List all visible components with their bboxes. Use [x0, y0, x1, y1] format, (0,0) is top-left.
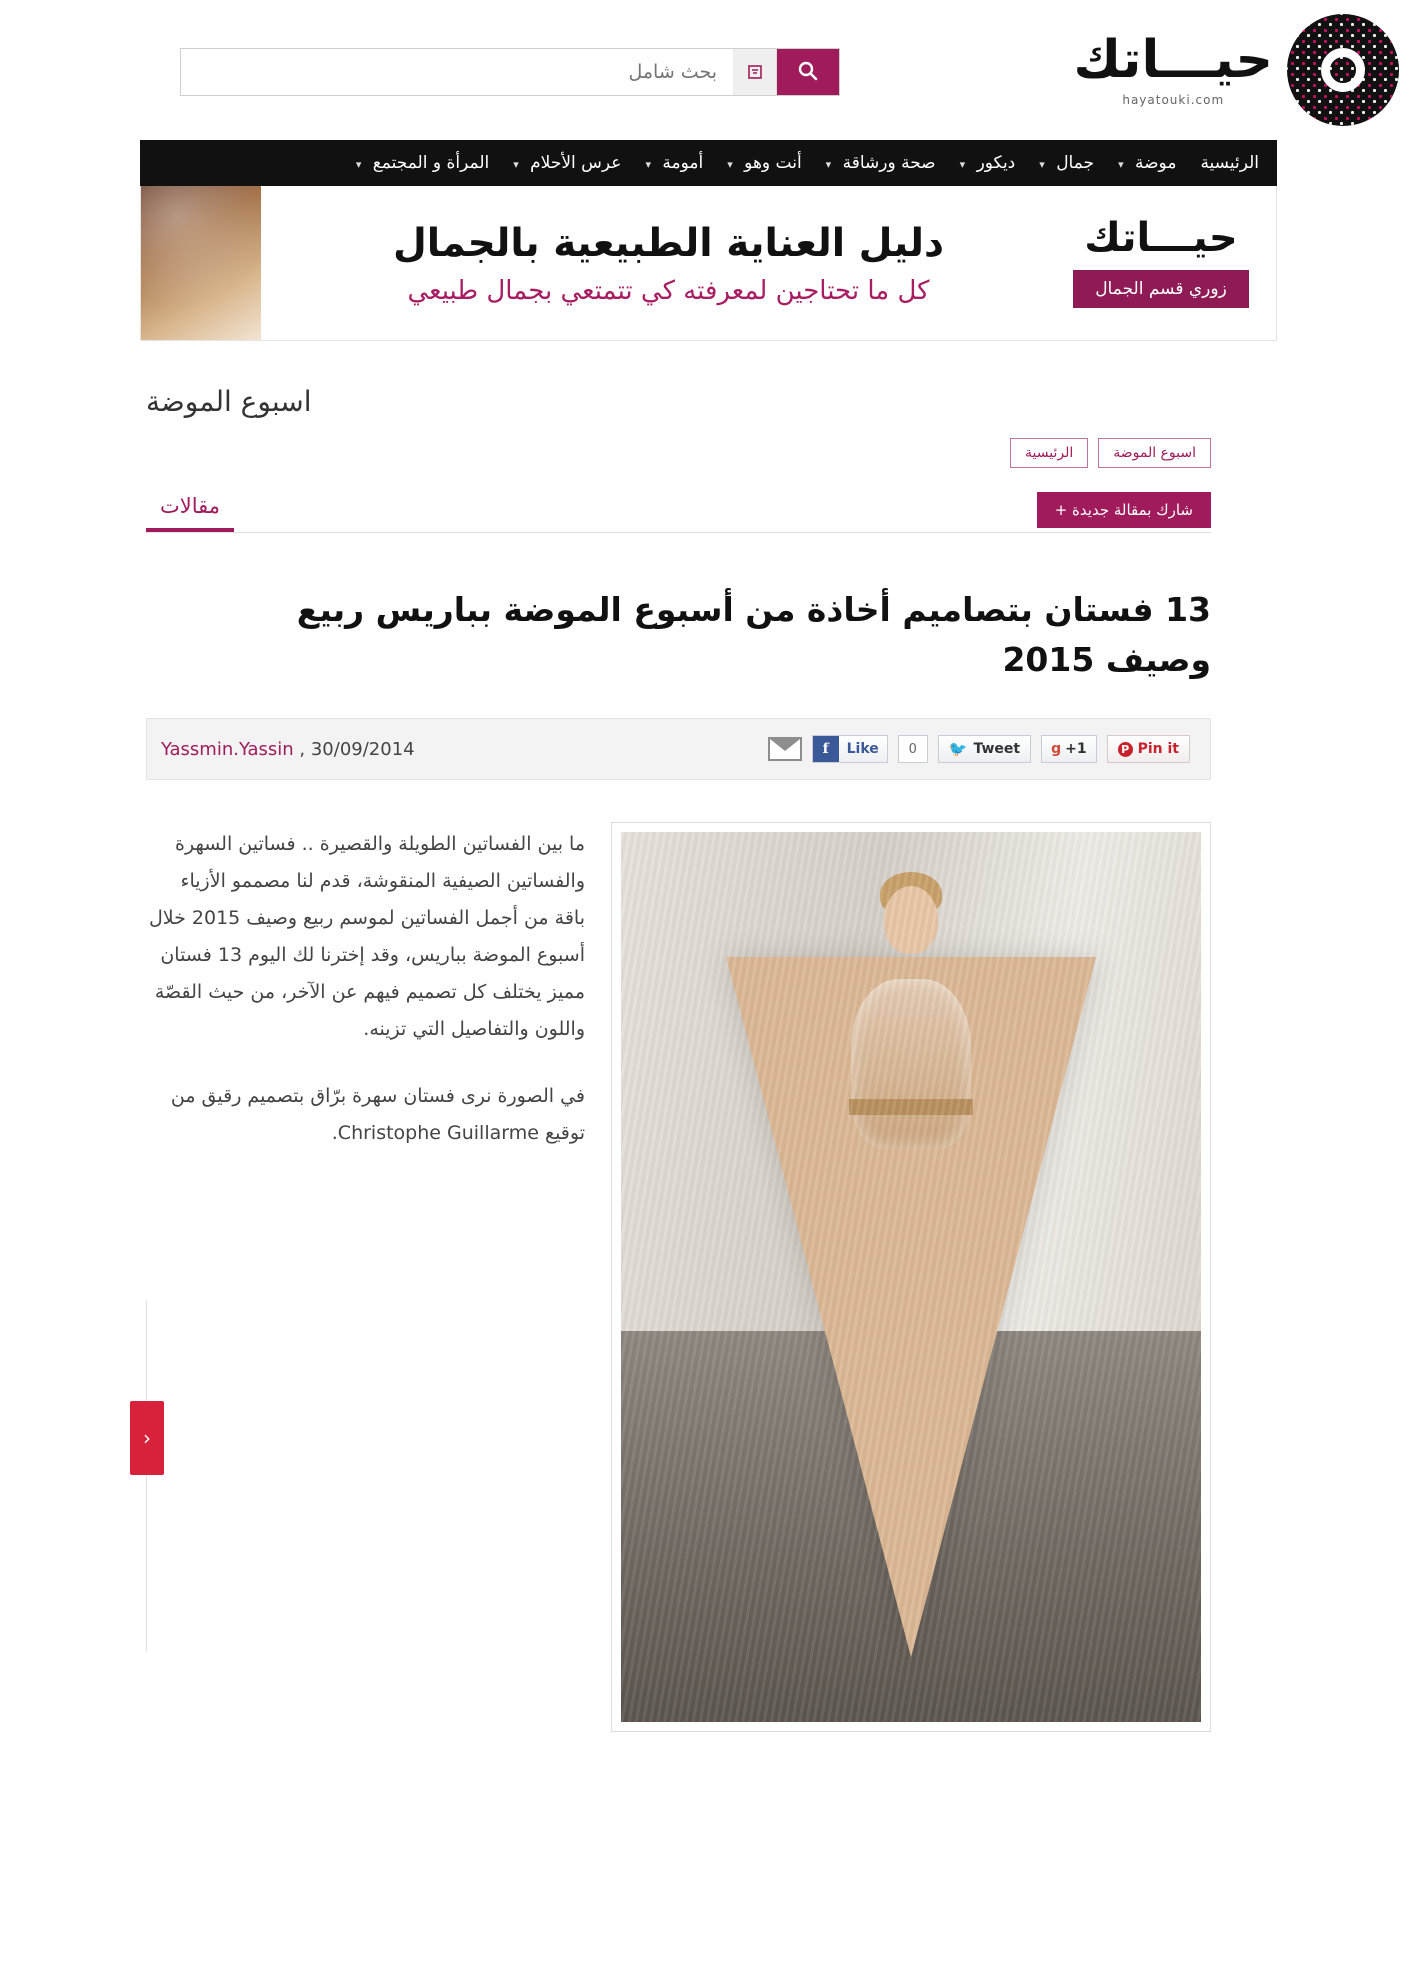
chevron-down-icon: ▾ [355, 158, 362, 171]
pinterest-icon: P [1118, 742, 1133, 757]
filter-icon[interactable] [733, 49, 777, 95]
search-button[interactable] [777, 49, 839, 95]
social-share-group[interactable] [768, 735, 1190, 763]
left-divider [146, 1301, 147, 1651]
article-figure [611, 822, 1211, 1732]
nav-label-8: المرأة و المجتمع [372, 153, 490, 173]
brand-arabic: حيـــاتك [1073, 30, 1273, 90]
twitter-tweet-button[interactable] [938, 735, 1031, 763]
tabs-divider [146, 532, 1211, 533]
meta-separator: , [293, 738, 311, 760]
search-icon [797, 60, 819, 85]
chevron-down-icon: ▾ [959, 158, 966, 171]
facebook-like-count: 0 [898, 735, 928, 763]
brand-domain: hayatouki.com [1122, 93, 1225, 107]
nav-item-1[interactable] [1106, 140, 1188, 186]
nav-item-3[interactable] [948, 140, 1028, 186]
banner-cta-button[interactable]: زوري قسم الجمال [1073, 270, 1249, 308]
facebook-like-button[interactable] [812, 735, 888, 763]
twitter-icon: 🐦 [948, 740, 968, 759]
chevron-down-icon: ▾ [1118, 158, 1124, 171]
nav-label-6: أمومة [662, 153, 704, 173]
nav-label-1: موضة [1135, 153, 1177, 173]
article-toolbar [140, 468, 1277, 532]
nav-item-2[interactable] [1027, 140, 1106, 186]
chevron-down-icon: ▾ [1039, 158, 1045, 171]
nav-item-7[interactable] [501, 140, 633, 186]
article-paragraph-0: ما بين الفساتين الطويلة والقصيرة .. فساتين السهرة والفساتين الصيفية المنقوشة، قدم لنا مصممو الأزياء باقة من أجمل الفساتين لموسم ربيع وصيف 2015 خلال أسبوع الموضة بباريس، وقد إخترنا لك اليوم 13 فستان مميز يختلف كل تصميم فيهم عن الآخر، من حيث القصّة واللون والتفاصيل التي تزينه. [148, 833, 585, 1041]
nav-item-8[interactable] [344, 140, 501, 186]
google-plus-label: +1 [1065, 741, 1087, 758]
breadcrumb-item-1[interactable]: الرئيسية [1010, 438, 1088, 468]
nav-item-6[interactable] [633, 140, 715, 186]
chevron-down-icon: ▾ [513, 158, 519, 171]
banner-logo-arabic: حيـــاتك [1084, 215, 1238, 261]
banner-subtitle: كل ما تحتاجين لمعرفته كي تتمتعي بجمال طبيعي [407, 275, 930, 306]
article-author: Yassmin.Yassin [161, 738, 294, 760]
side-panel-toggle[interactable] [130, 1401, 164, 1475]
chevron-left-icon: ‹ [143, 1426, 151, 1450]
nav-label-7: عرس الأحلام [530, 153, 622, 173]
share-new-article-button[interactable]: شارك بمقالة جديدة + [1037, 492, 1211, 528]
article-text [146, 822, 585, 1732]
content-area [140, 341, 1277, 1732]
google-plus-button[interactable] [1041, 735, 1097, 763]
article-image [621, 832, 1201, 1722]
main-nav[interactable] [140, 140, 1277, 186]
chevron-down-icon: ▾ [727, 158, 733, 171]
mail-icon[interactable] [768, 737, 802, 761]
page-title: اسبوع الموضة [146, 385, 312, 418]
banner-photo [141, 186, 261, 340]
article-paragraph-1: في الصورة نرى فستان سهرة برّاق بتصميم رقيق من توقيع Christophe Guillarme. [170, 1085, 585, 1145]
nav-label-4: صحة ورشاقة [842, 153, 936, 173]
nav-item-4[interactable] [814, 140, 948, 186]
breadcrumb[interactable] [140, 432, 1277, 468]
search-box[interactable] [180, 48, 840, 96]
nav-label-2: جمال [1056, 153, 1095, 173]
breadcrumb-item-0[interactable]: اسبوع الموضة [1098, 438, 1211, 468]
article-title: 13 فستان بتصاميم أخاذة من أسبوع الموضة بباريس ربيع وصيف 2015 [296, 590, 1211, 679]
pinterest-button[interactable] [1107, 735, 1190, 763]
twitter-label: Tweet [973, 741, 1021, 758]
brand-wordmark [1073, 30, 1274, 107]
site-header [0, 0, 1417, 140]
search-input[interactable] [181, 49, 733, 95]
facebook-icon: f [813, 735, 839, 763]
pinterest-label: Pin it [1137, 741, 1179, 758]
article-body [146, 822, 1211, 1732]
site-logo[interactable] [1074, 14, 1400, 126]
nav-label-5: أنت وهو [744, 153, 802, 173]
promo-banner[interactable] [140, 186, 1277, 341]
nav-label-0: الرئيسية [1200, 153, 1259, 173]
article-date: 30/09/2014 [310, 738, 415, 760]
article-meta-text [161, 739, 415, 760]
banner-logo [1046, 186, 1276, 340]
brand-mark-icon [1287, 14, 1399, 126]
google-plus-icon: g [1051, 741, 1062, 758]
nav-item-5[interactable] [715, 140, 813, 186]
facebook-like-label: Like [846, 741, 879, 758]
chevron-down-icon: ▾ [825, 158, 832, 171]
tab-articles[interactable]: مقالات [146, 488, 234, 532]
nav-label-3: ديكور [976, 153, 1016, 173]
banner-title: دليل العناية الطبيعية بالجمال [392, 220, 945, 266]
chevron-down-icon: ▾ [645, 158, 651, 171]
nav-item-0[interactable] [1188, 140, 1271, 186]
article-meta-bar [146, 718, 1211, 780]
banner-text [261, 186, 1046, 340]
